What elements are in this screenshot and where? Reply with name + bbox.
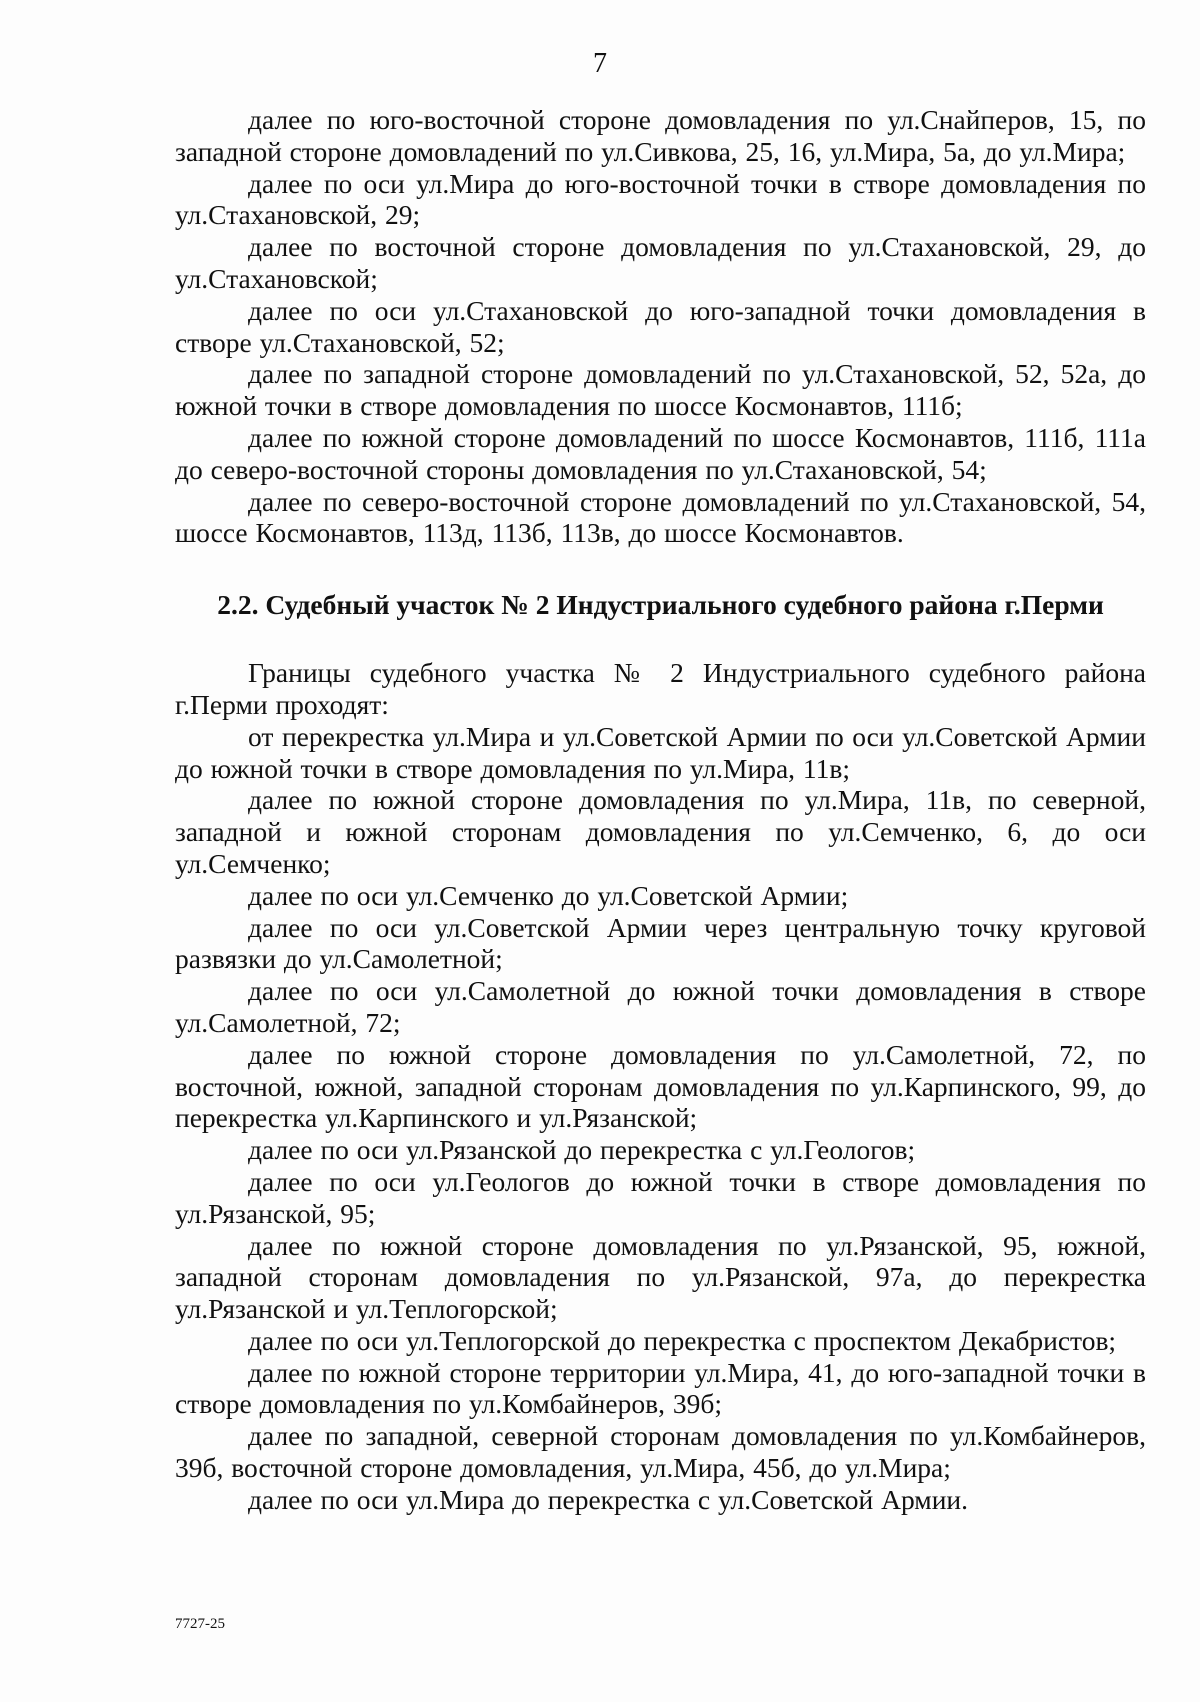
paragraph: далее по оси ул.Мира до юго-восточной точки в створе домовладения по ул.Стахановской, 29; [175, 167, 1146, 231]
paragraph: далее по оси ул.Рязанской до перекрестка с ул.Геологов; [248, 1134, 916, 1166]
paragraph: далее по оси ул.Самолетной до южной точки домовладения в створе ул.Самолетной, 72; [175, 975, 1146, 1038]
paragraph: далее по западной стороне домовладений по ул.Стахановской, 52, 52а, до южной точки в створе домовладения по шоссе Космонавтов, 111б; [175, 358, 1146, 422]
paragraph: далее по западной, северной сторонам домовладения по ул.Комбайнеров, 39б, восточной стороне домовладения, ул.Мира, 45б, до ул.Мира; [175, 1420, 1146, 1484]
paragraph: далее по оси ул.Стахановской до юго-западной точки домовладения в створе ул.Стахановской, 52; [175, 294, 1146, 358]
paragraph: далее по восточной стороне домовладения по ул.Стахановской, 29, до ул.Стахановской; [175, 231, 1146, 294]
document-code: 7727-25 [175, 1616, 225, 1632]
section-heading: 2.2. Судебный участок № 2 Индустриального судебного района г.Перми [217, 589, 1104, 621]
paragraph: от перекрестка ул.Мира и ул.Советской Армии по оси ул.Советской Армии до южной точки в створе домовладения по ул.Мира, 11в; [175, 720, 1146, 784]
document-body [175, 104, 1146, 1516]
paragraph: далее по юго-восточной стороне домовладения по ул.Снайперов, 15, по западной стороне домовладений по ул.Сивкова, 25, 16, ул.Мира, 5а, до ул.Мира; [175, 104, 1146, 167]
paragraph: далее по оси ул.Семченко до ул.Советской Армии; [248, 879, 849, 911]
paragraph: далее по оси ул.Геологов до южной точки в створе домовладения по ул.Рязанской, 95; [175, 1165, 1146, 1229]
paragraph: далее по оси ул.Советской Армии через центральную точку круговой развязки до ул.Самолетной; [175, 911, 1146, 975]
paragraph: далее по южной стороне территории ул.Мира, 41, до юго-западной точки в створе домовладения по ул.Комбайнеров, 39б; [175, 1356, 1146, 1420]
paragraph: Границы судебного участка № 2 Индустриального судебного района г.Перми проходят: [175, 657, 1146, 720]
page-number: 7 [593, 48, 607, 79]
paragraph: далее по южной стороне домовладения по ул.Мира, 11в, по северной, западной и южной сторонам домовладения по ул.Семченко, 6, до оси ул.Семченко; [175, 784, 1146, 879]
paragraph: далее по оси ул.Мира до перекрестка с ул.Советской Армии. [248, 1483, 969, 1515]
paragraph: далее по северо-восточной стороне домовладений по ул.Стахановской, 54, шоссе Космонавтов, 113д, 113б, 113в, до шоссе Космонавтов. [175, 485, 1146, 549]
paragraph: далее по южной стороне домовладения по ул.Рязанской, 95, южной, западной сторонам домовладения по ул.Рязанской, 97а, до перекрестка ул.Рязанской и ул.Теплогорской; [175, 1229, 1146, 1325]
paragraph: далее по южной стороне домовладений по шоссе Космонавтов, 111б, 111а до северо-восточной стороны домовладения по ул.Стахановской, 54; [175, 421, 1146, 485]
paragraph: далее по южной стороне домовладения по ул.Самолетной, 72, по восточной, южной, западной сторонам домовладения по ул.Карпинского, 99, до перекрестка ул.Карпинского и ул.Рязанской; [175, 1038, 1146, 1134]
paragraph: далее по оси ул.Теплогорской до перекрестка с проспектом Декабристов; [248, 1324, 1117, 1356]
